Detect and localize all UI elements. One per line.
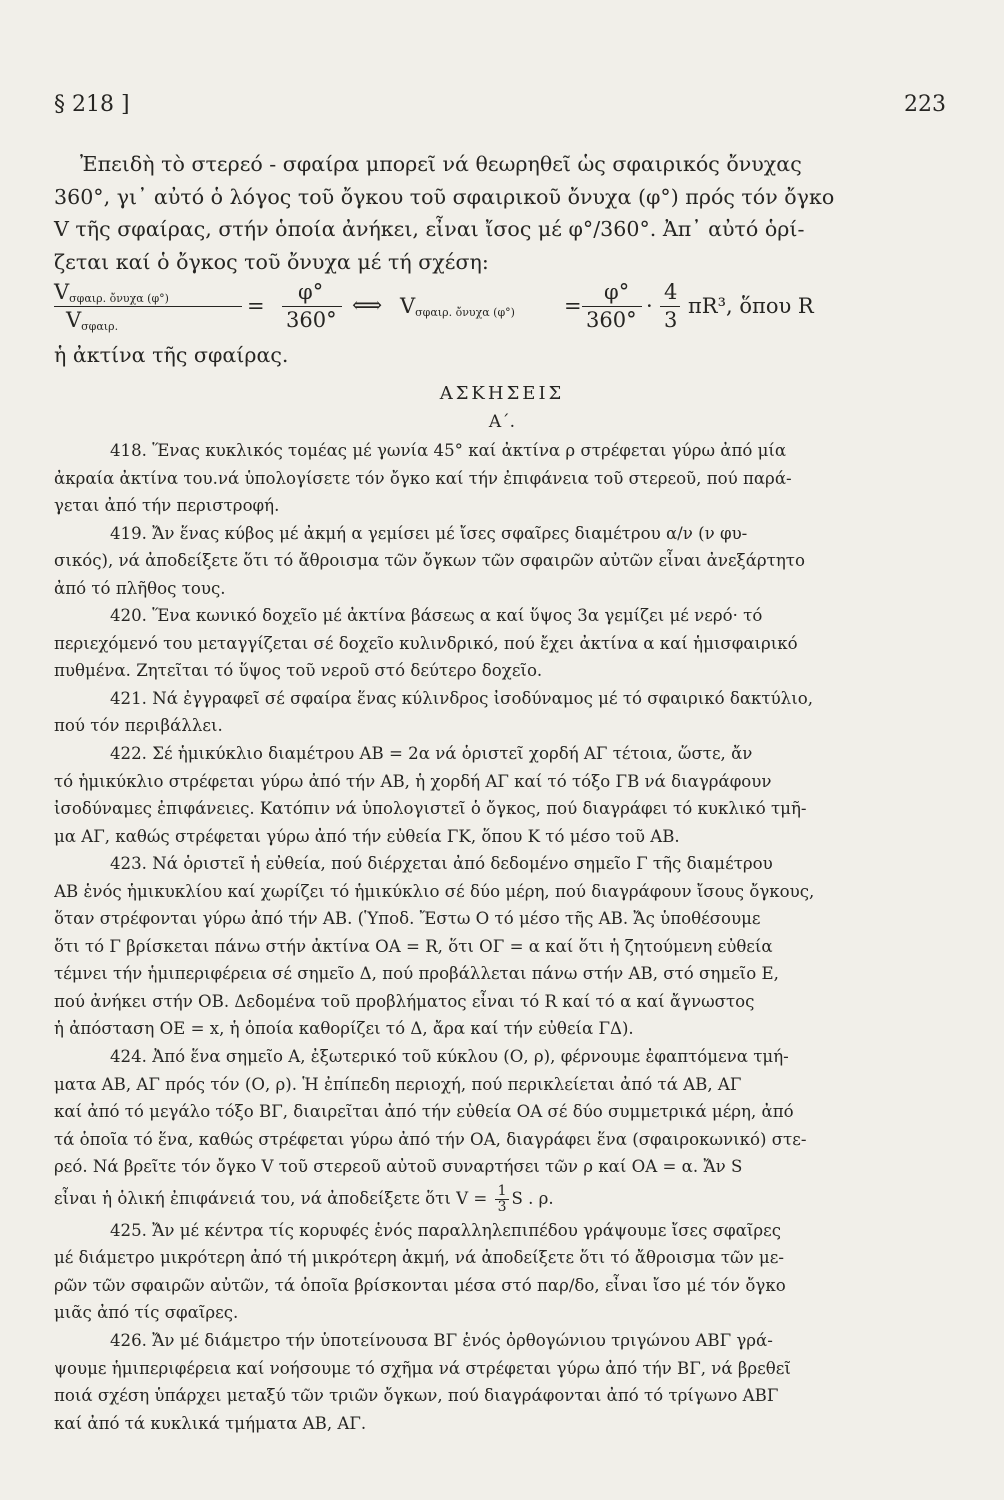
- exercise-420: 420. Ἕνα κωνικό δοχεῖο μέ ἀκτίνα βάσεως α καί ὕψος 3α γεμίζει μέ νερό· τό περιεχόμενό του μεταγγίζεται σέ δοχεῖο κυλινδρικό, πού ἔχει ἀκτίνα α καί ἡμισφαιρικό πυθμένα. Ζητεῖται τό ὕψος τοῦ νεροῦ στό δεύτερο δοχεῖο.: [54, 606, 798, 681]
- section-reference: § 218 ]: [54, 92, 130, 117]
- formula-explanation: ἡ ἀκτίνα τῆς σφαίρας.: [54, 343, 289, 367]
- formula-tail: πR³, ὅπου R: [688, 294, 814, 318]
- lhs-fraction: [54, 280, 274, 332]
- exercise-424: 424. Ἀπό ἕνα σημεῖο Α, ἐξωτερικό τοῦ κύκλου (Ο, ρ), φέρνουμε ἐφαπτόμενα τμή- ματα ΑΒ, ΑΓ πρός τόν (Ο, ρ). Ἡ ἐπίπεδη περιοχή, πού περικλείεται ἀπό τά ΑΒ, ΑΓ καί ἀπό τό μεγάλο τόξο ΒΓ, διαιρεῖται ἀπό τήν εὐθεία ΟΑ σέ δύο συμμετρικά μέρη, ἀπό τά ὁποῖα τό ἕνα, καθώς στρέφεται γύρω ἀπό τήν ΟΑ, διαγράφει ἕνα (σφαιροκωνικό) στε- ρεό. Νά βρεῖτε τόν ὄγκο V τοῦ στερεοῦ αὐτοῦ συναρτήσει τῶν ρ καί ΟΑ = α. Ἄν S εἶναι ἡ ὁλική ἐπιφάνειά του, νά ἀποδείξετε ὅτι V = $\frac{1}{3}$ S . ρ.: [54, 1047, 807, 1215]
- intro-line: V τῆς σφαίρας, στήν ὁποία ἀνήκει, εἶναι ἴσος μέ φ°/360°. Ἀπ᾽ αὐτό ὁρί-: [54, 217, 805, 241]
- angle-fraction: φ° 360°: [582, 280, 646, 332]
- exercise-421: 421. Νά ἐγγραφεῖ σέ σφαίρα ἕνας κύλινδρος ἰσοδύναμος μέ τό σφαιρικό δακτύλιο, πού τόν περιβάλλει.: [54, 688, 813, 736]
- page-number: 223: [904, 92, 946, 117]
- exercise-list: [54, 437, 860, 1437]
- section-title: ΑΣΚΗΣΕΙΣ: [439, 383, 565, 404]
- equivalence-arrow: ⟺: [352, 293, 383, 317]
- page-header: [54, 92, 946, 122]
- equals-sign: =: [564, 294, 582, 318]
- intro-line: 360°, γι᾽ αὐτό ὁ λόγος τοῦ ὄγκου τοῦ σφαιρικοῦ ὄνυχα (φ°) πρός τόν ὄγκο: [54, 184, 835, 209]
- intro-line: Ἐπειδὴ τὸ στερεό - σφαίρα μπορεῖ νά θεωρηθεῖ ὡς σφαιρικός ὄνυχας: [80, 152, 802, 176]
- angle-fraction: φ° 360°: [282, 280, 344, 332]
- four-thirds-fraction: 4 3: [660, 280, 682, 332]
- exercise-419: 419. Ἄν ἕνας κύβος μέ ἀκμή α γεμίσει μέ ἴσες σφαῖρες διαμέτρου α/ν (ν φυ- σικός), νά ἀποδείξετε ὅτι τό ἄθροισμα τῶν ὄγκων τῶν σφαιρῶν αὐτῶν εἶναι ἀνεξάρτητο ἀπό τό πλῆθος τους.: [54, 523, 805, 598]
- one-third-fraction: $\frac{1}{3}$: [495, 1184, 510, 1215]
- intro-paragraph: [54, 148, 860, 278]
- lhs-denominator: $V_{\sigma\varphi\alpha\iota\rho.}$: [66, 308, 119, 333]
- multiply-dot: ·: [646, 294, 653, 318]
- intro-line: ζεται καί ὁ ὄγκος τοῦ ὄνυχα μέ τή σχέση:: [54, 249, 489, 274]
- exercise-423: 423. Νά ὁριστεῖ ἡ εὐθεία, πού διέρχεται ἀπό δεδομένο σημεῖο Γ τῆς διαμέτρου ΑΒ ἑνός ἡμικυκλίου καί χωρίζει τό ἡμικύκλιο σέ δύο μέρη, πού διαγράφουν ἴσους ὄγκους, ὅταν στρέφονται γύρω ἀπό τήν ΑΒ. (Ὑποδ. Ἔστω Ο τό μέσο τῆς ΑΒ. Ἄς ὑποθέσουμε ὅτι τό Γ βρίσκεται πάνω στήν ἀκτίνα ΟΑ = R, ὅτι ΟΓ = α καί ὅτι ἡ ζητούμενη εὐθεία τέμνει τήν ἡμιπεριφέρεια σέ σημεῖο Δ, πού προβάλλεται πάνω στήν ΑΒ, στό σημεῖο Ε, πού ἀνήκει στήν ΟΒ. Δεδομένα τοῦ προβλήματος εἶναι τό R καί τό α καί ἄγνωστος ἡ ἀπόσταση ΟΕ = x, ἡ ὁποία καθορίζει τό Δ, ἄρα καί τήν εὐθεία ΓΔ).: [54, 854, 815, 1039]
- exercise-426: 426. Ἄν μέ διάμετρο τήν ὑποτείνουσα ΒΓ ἑνός ὀρθογώνιου τριγώνου ΑΒΓ γρά- ψουμε ἡμιπεριφέρεια καί νοήσουμε τό σχῆμα νά στρέφεται γύρω ἀπό τήν ΒΓ, νά βρεθεῖ ποιά σχέση ὑπάρχει μεταξύ τῶν τριῶν ὄγκων, πού διαγράφονται ἀπό τό τρίγωνο ΑΒΓ καί ἀπό τά κυκλικά τμήματα ΑΒ, ΑΓ.: [54, 1330, 791, 1433]
- lhs-numerator: $V_{\sigma\varphi\alpha\iota\rho. ὄ\nu\upsilon\chi\alpha (\varphi^\circ)}$: [54, 280, 169, 305]
- volume-formula: [54, 280, 860, 332]
- equals-sign: =: [247, 294, 265, 318]
- exercise-418: 418. Ἕνας κυκλικός τομέας μέ γωνία 45° καί ἀκτίνα ρ στρέφεται γύρω ἀπό μία ἀκραία ἀκτίνα του.νά ὑπολογίσετε τόν ὄγκο καί τήν ἐπιφάνεια τοῦ στερεοῦ, πού παρά- γεται ἀπό τήν περιστροφή.: [54, 441, 792, 516]
- exercise-425: 425. Ἄν μέ κέντρα τίς κορυφές ἑνός παραλληλεπιπέδου γράψουμε ἴσες σφαῖρες μέ διάμετρο μικρότερη ἀπό τή μικρότερη ἀκμή, νά ἀποδείξετε ὅτι τό ἄθροισμα τῶν με- ρῶν τῶν σφαιρῶν αὐτῶν, τά ὁποῖα βρίσκονται μέσα στό παρ/δο, εἶναι ἴσο μέ τόν ὄγκο μιᾶς ἀπό τίς σφαῖρες.: [54, 1220, 786, 1323]
- nail-volume: $V_{\sigma\varphi\alpha\iota\rho. ὄ\nu\upsilon\chi\alpha (\varphi^\circ)}$: [400, 294, 515, 319]
- exercise-422: 422. Σέ ἡμικύκλιο διαμέτρου ΑΒ = 2α νά ὁριστεῖ χορδή ΑΓ τέτοια, ὥστε, ἄν τό ἡμικύκλιο στρέφεται γύρω ἀπό τήν ΑΒ, ἡ χορδή ΑΓ καί τό τόξο ΓΒ νά διαγράφουν ἰσοδύναμες ἐπιφάνειες. Κατόπιν νά ὑπολογιστεῖ ὁ ὄγκος, πού διαγράφει τό κυκλικό τμῆ- μα ΑΓ, καθώς στρέφεται γύρω ἀπό τήν εὐθεία ΓΚ, ὅπου Κ τό μέσο τοῦ ΑΒ.: [54, 744, 807, 846]
- subsection-label: Α΄.: [488, 412, 516, 432]
